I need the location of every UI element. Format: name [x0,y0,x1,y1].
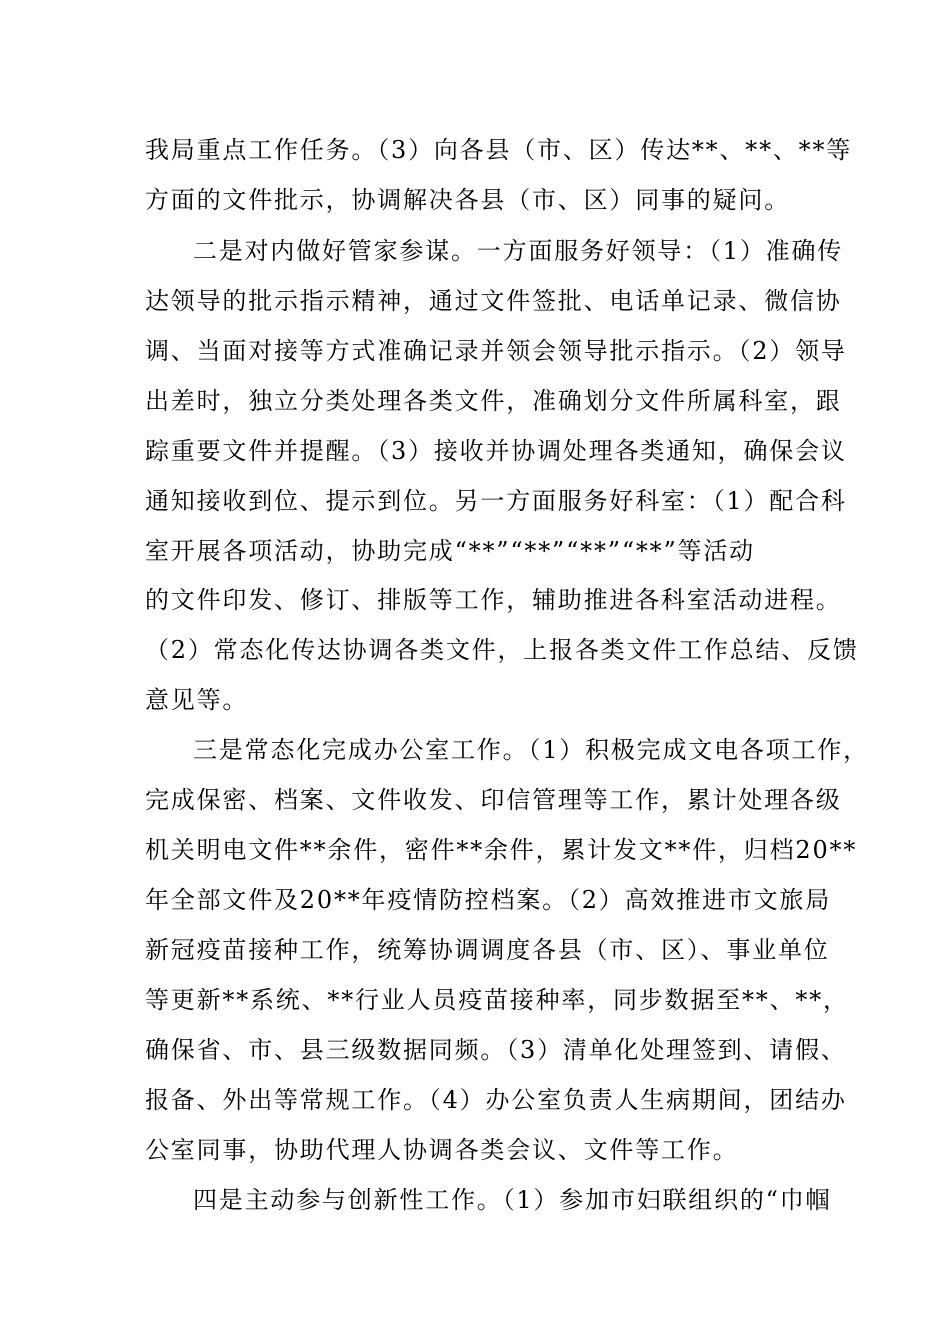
text-line: 确保省、市、县三级数据同频。（3）清单化处理签到、请假、 [145,1036,847,1064]
text-line: 通知接收到位、提示到位。另一方面服务好科室：（1）配合科 [145,487,847,515]
text-line: 意见等。 [145,686,249,714]
paragraph-start-line: 四是主动参与创新性工作。（1）参加市妇联组织的“巾帼 [193,1186,832,1214]
text-line: 机关明电文件**余件，密件**余件，累计发文**件，归档20** [145,836,858,864]
paragraph-start-line: 三是常态化完成办公室工作。（1）积极完成文电各项工作， [193,736,869,764]
text-line: 出差时，独立分类处理各类文件，准确划分文件所属科室，跟 [145,387,842,415]
text-line: 我局重点工作任务。（3）向各县（市、区）传达**、**、**等 [145,136,853,164]
text-line: 调、当面对接等方式准确记录并领会领导批示指示。（2）领导 [145,337,847,365]
text-line: 室开展各项活动，协助完成“**”“**”“**”“**”等活动 [145,537,755,565]
text-line: 报备、外出等常规工作。（4）办公室负责人生病期间，团结办 [145,1086,847,1114]
text-line: 新冠疫苗接种工作，统筹协调调度各县（市、区）、事业单位 [145,936,830,964]
text-line: 方面的文件批示，协调解决各县（市、区）同事的疑问。 [145,186,790,214]
text-line: 公室同事，协助代理人协调各类会议、文件等工作。 [145,1136,739,1164]
text-line: 完成保密、档案、文件收发、印信管理等工作，累计处理各级 [145,786,842,814]
paragraph-start-line: 二是对内做好管家参谋。一方面服务好领导：（1）准确传 [193,237,844,265]
text-line: 等更新**系统、**行业人员疫苗接种率，同步数据至**、**， [145,986,849,1014]
text-line: 达领导的批示指示精神，通过文件签批、电话单记录、微信协 [145,287,842,315]
text-line: （2）常态化传达协调各类文件，上报各类文件工作总结、反馈 [145,636,859,664]
text-line: 年全部文件及20**年疫情防控档案。（2）高效推进市文旅局 [145,886,832,914]
text-line: 的文件印发、修订、排版等工作，辅助推进各科室活动进程。 [145,586,842,614]
text-line: 踪重要文件并提醒。（3）接收并协调处理各类通知，确保会议 [145,437,847,465]
